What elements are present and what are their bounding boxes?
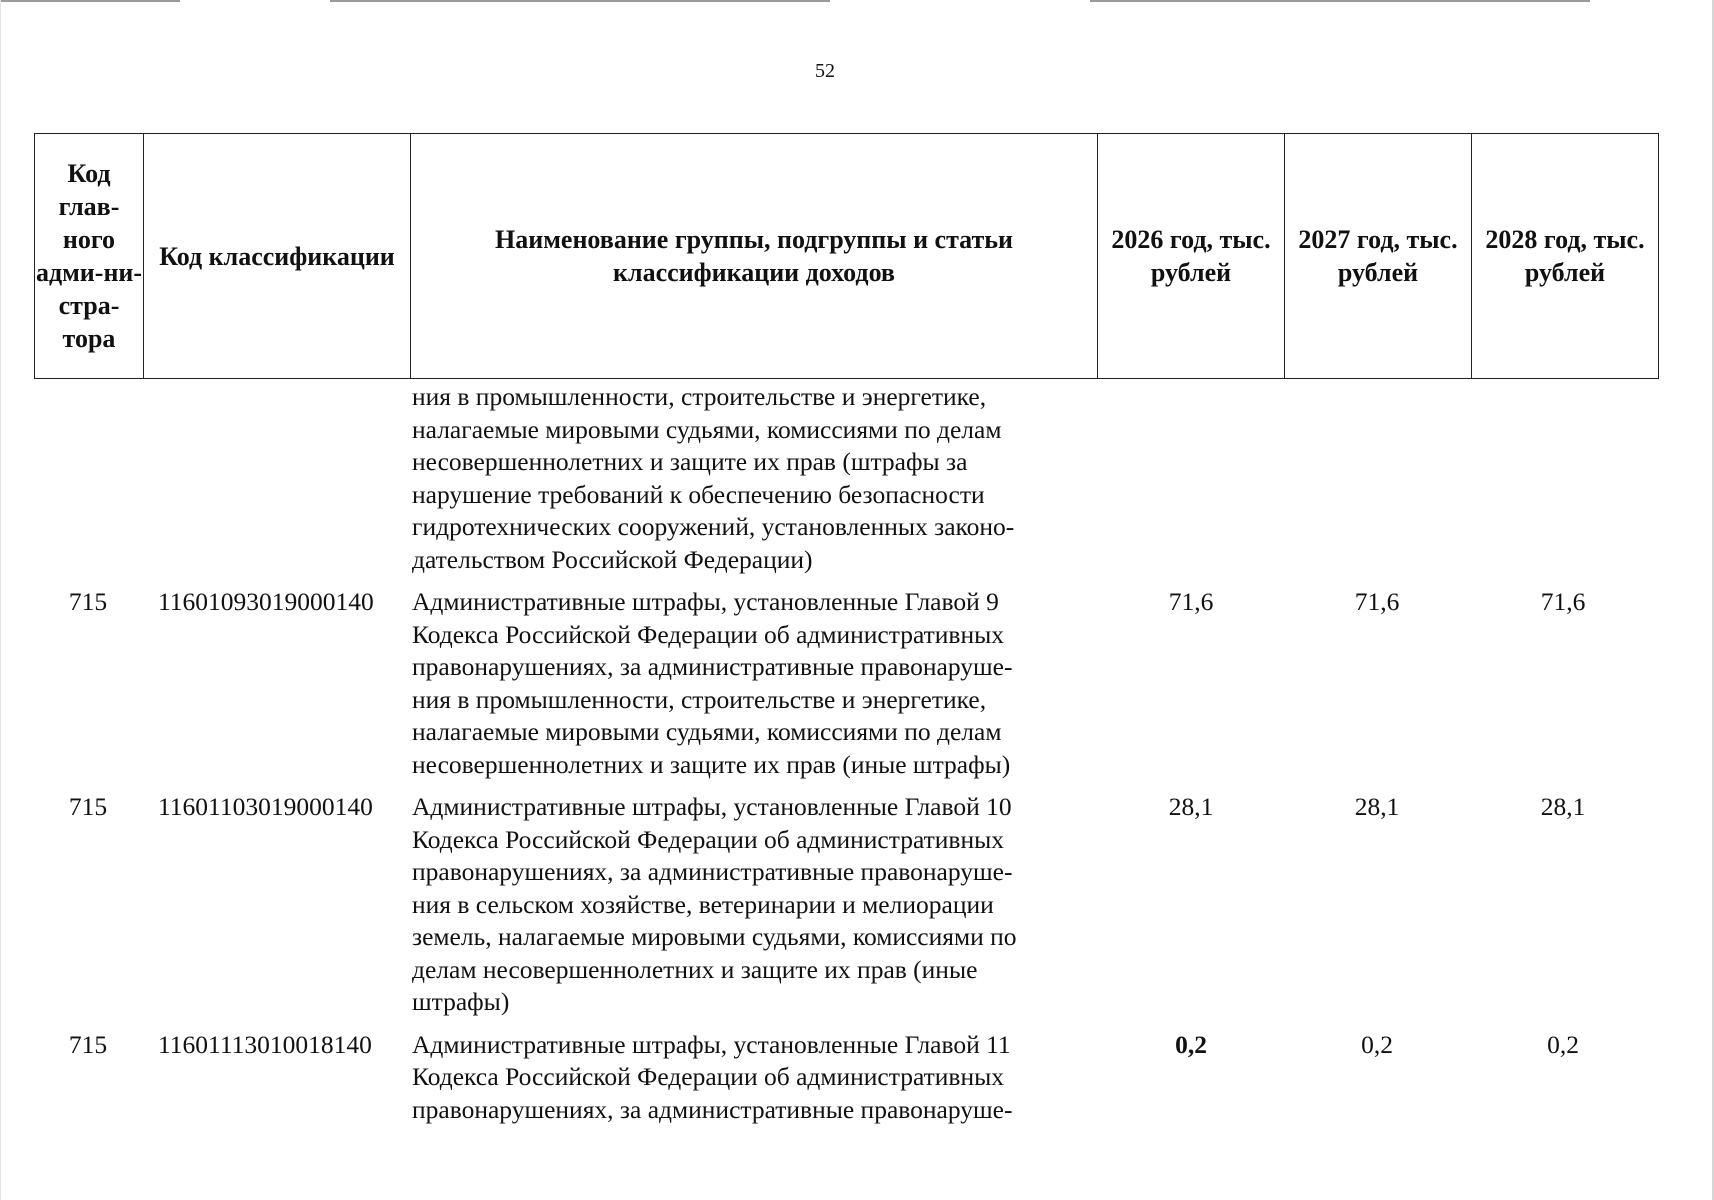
row-value-2026: 0,2 (1175, 1029, 1207, 1059)
table-row (34, 791, 1674, 1019)
header-admin-code: Код глав-ного адми-ни-стра-тора (35, 134, 144, 379)
row-admin-code: 715 (68, 1029, 108, 1059)
table-row (34, 1029, 1674, 1127)
row-admin-code: 715 (68, 792, 108, 821)
row-value-2028: 71,6 (1540, 587, 1586, 616)
header-2026: 2026 год, тыс. рублей (1098, 134, 1285, 379)
row-name: Административные штрафы, установленные Главой 9 Кодекса Российской Федерации об административных правонарушениях, за административные правонаруше- ния в промышленности, строительстве и энергетике, налагаемые мировыми судьями, комиссиями по делам несовершеннолетних и защите их прав (иные штрафы) (412, 587, 1013, 779)
row-value-2028: 28,1 (1540, 792, 1586, 821)
scan-edge-left (0, 0, 1, 1200)
row-value-2026: 28,1 (1168, 792, 1214, 821)
row-admin-code: 715 (68, 587, 108, 616)
row-value-2028: 0,2 (1547, 1029, 1579, 1059)
continuation-text: ния в промышленности, строительстве и энергетике, налагаемые мировыми судьями, комиссиями по делам несовершеннолетних и защите их прав (штрафы за нарушение требований к обеспечению безопасности гидротехнических сооружений, установленных законо- дательством Российской Федерации) (412, 382, 1015, 574)
scan-edge-line (0, 0, 180, 2)
table-row (34, 586, 1674, 781)
page-number: 52 (815, 60, 835, 82)
row-classification-code: 11601103019000140 (158, 792, 373, 821)
row-name: Административные штрафы, установленные Главой 10 Кодекса Российской Федерации об административных правонарушениях, за административные правонаруше- ния в сельском хозяйстве, ветеринарии и мелиорации земель, налагаемые мировыми судьями, комиссиями по делам несовершеннолетних и защите их прав (иные штрафы) (412, 792, 1017, 1016)
row-classification-code: 11601113010018140 (158, 1029, 372, 1059)
row-value-2026: 71,6 (1168, 587, 1214, 616)
header-classification-code: Код классификации (144, 134, 411, 379)
row-name: Административные штрафы, установленные Главой 11 Кодекса Российской Федерации об административных правонарушениях, за административные правонаруше- (412, 1029, 1013, 1124)
row-value-2027: 0,2 (1361, 1029, 1393, 1059)
row-value-2027: 28,1 (1354, 792, 1400, 821)
header-2027: 2027 год, тыс. рублей (1285, 134, 1472, 379)
header-2028: 2028 год, тыс. рублей (1472, 134, 1659, 379)
header-name: Наименование группы, подгруппы и статьи классификации доходов (411, 134, 1098, 379)
table-header (34, 133, 1659, 379)
scan-edge-line (1090, 0, 1590, 2)
row-classification-code: 11601093019000140 (158, 587, 374, 616)
scan-edge-line (330, 0, 830, 2)
row-value-2027: 71,6 (1354, 587, 1400, 616)
table-body (34, 381, 1674, 1126)
